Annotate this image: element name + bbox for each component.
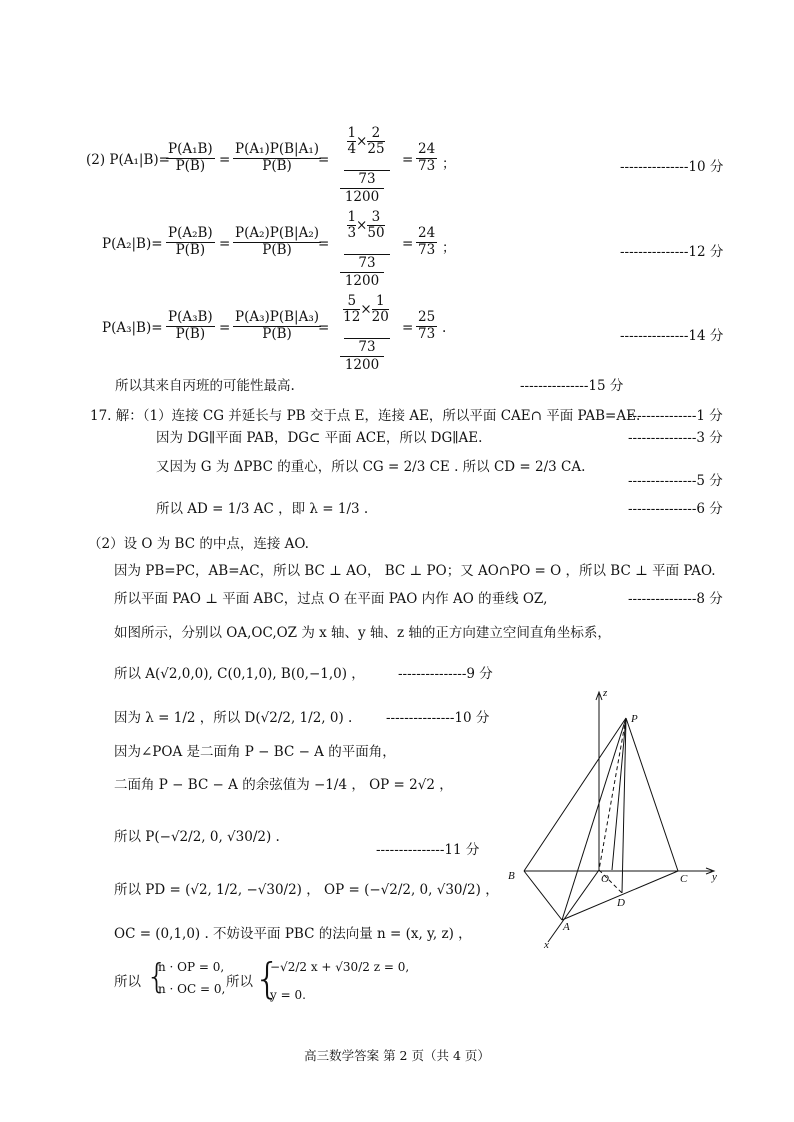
frac-2a: $\frac{\text{P(A₂B)}}{P(B)}$: [168, 225, 213, 258]
score-12: ---------------12 分: [620, 244, 724, 260]
label-O: O: [601, 873, 609, 885]
score-11: ---------------11 分: [376, 842, 480, 858]
frac-2b: $\frac{\text{P(A₂)P(B|A₂)}}{P(B)}$: [235, 225, 320, 258]
frac-1b: $\frac{\text{P(A₁)P(B|A₁)}}{P(B)}$: [235, 141, 320, 174]
q17-p2-line-9: 所以 P(−√2/2, 0, √30/2) .: [114, 829, 280, 845]
result-frac-2: $\frac{24}{73}$: [418, 225, 436, 258]
score-10b: ---------------10 分: [386, 710, 490, 726]
label-z: z: [603, 687, 608, 699]
q17-line-1: 17. 解：（1）连接 CG 并延长与 PB 交于点 E，连接 AE，所以平面 CAE∩ 平面 PAB=AE.: [90, 408, 641, 424]
q17-p2-line-7: 因为∠POA 是二面角 P − BC − A 的平面角，: [114, 744, 396, 760]
prob-label-1: (2) P(A₁|B)=: [86, 152, 170, 168]
score-14: ---------------14 分: [620, 328, 724, 344]
q17-p2-line-4: 如图所示，分别以 OA,OC,OZ 为 x 轴、y 轴、z 轴的正方向建立空间直角坐标系，: [114, 625, 611, 641]
score-10: ---------------10 分: [620, 159, 724, 175]
page-footer: 高三数学答案 第 2 页（共 4 页）: [304, 1048, 490, 1063]
result-frac-1: $\frac{24}{73}$: [418, 141, 436, 174]
edge-PB: [524, 718, 626, 871]
score-3: ---------------3 分: [628, 430, 723, 446]
conclusion-text: 所以其来自丙班的可能性最高.: [115, 378, 295, 394]
score-1: ---------------1 分: [628, 408, 723, 424]
label-D: D: [617, 897, 625, 909]
edge-AC: [562, 871, 678, 920]
score-5: ---------------5 分: [628, 473, 723, 489]
q17-p2-line-10: 所以 PD = (√2, 1/2, −√30/2) ， OP = (−√2/2, 0, √30/2) ，: [114, 882, 499, 898]
q17-line-2: 因为 DG∥平面 PAB，DG⊂ 平面 ACE，所以 DG∥AE.: [156, 430, 483, 446]
q17-p2-line-11: OC = (0,1,0) . 不妨设平面 PBC 的法向量 n = (x, y, z) ，: [114, 926, 472, 942]
q17-p2-line-8: 二面角 P − BC − A 的余弦值为 −1/4 ， OP = 2√2 ，: [114, 777, 453, 793]
tetrahedron-figure: [500, 680, 730, 950]
q17-p2-line-3: 所以平面 PAO ⊥ 平面 ABC，过点 O 在平面 PAO 内作 AO 的垂线 OZ,: [114, 591, 548, 607]
result-frac-3: $\frac{25}{73}$: [418, 309, 436, 342]
label-y: y: [712, 871, 717, 883]
q17-line-4: 所以 AD = 1/3 AC ，即 λ = 1/3 .: [156, 501, 369, 517]
frac-1a: $\frac{\text{P(A₁B)}}{P(B)}$: [168, 141, 213, 174]
edge-BA: [524, 871, 562, 920]
score-15: ---------------15 分: [520, 378, 624, 394]
q17-p2-line-6: 因为 λ = 1/2 ，所以 D(√2/2, 1/2, 0) .: [114, 710, 353, 726]
label-C: C: [680, 873, 688, 885]
score-6: ---------------6 分: [628, 501, 723, 517]
compound-frac-1: $\frac{1}{4}$ × $\frac{2}{25}$: [347, 125, 385, 157]
edge-PO-hidden: [599, 718, 626, 870]
label-B: B: [508, 870, 515, 882]
score-8: ---------------8 分: [628, 591, 723, 607]
q17-p2-line-1: （2）设 O 为 BC 的中点，连接 AO.: [88, 536, 309, 552]
compound-frac-3: $\frac{5}{12}$ × $\frac{1}{20}$: [343, 293, 389, 325]
label-P: P: [631, 713, 638, 725]
label-A: A: [563, 921, 570, 933]
compound-frac-2: $\frac{1}{3}$ × $\frac{3}{50}$: [347, 209, 385, 241]
q17-p2-line-5: 所以 A(√2,0,0), C(0,1,0), B(0,−1,0) ，: [114, 666, 365, 682]
q17-line-3: 又因为 G 为 ΔPBC 的重心，所以 CG = 2/3 CE . 所以 CD = 2/3 CA.: [156, 459, 586, 475]
x-axis: [548, 870, 599, 942]
label-x: x: [544, 939, 549, 950]
frac-3a: $\frac{\text{P(A₃B)}}{P(B)}$: [168, 309, 213, 342]
score-9: ---------------9 分: [398, 666, 493, 682]
q17-p2-line-2: 因为 PB=PC，AB=AC，所以 BC ⊥ AO， BC ⊥ PO；又 AO∩PO = O ，所以 BC ⊥ 平面 PAO.: [114, 563, 716, 579]
frac-3b: $\frac{\text{P(A₃)P(B|A₃)}}{P(B)}$: [235, 309, 320, 342]
edge-PC: [626, 718, 678, 871]
